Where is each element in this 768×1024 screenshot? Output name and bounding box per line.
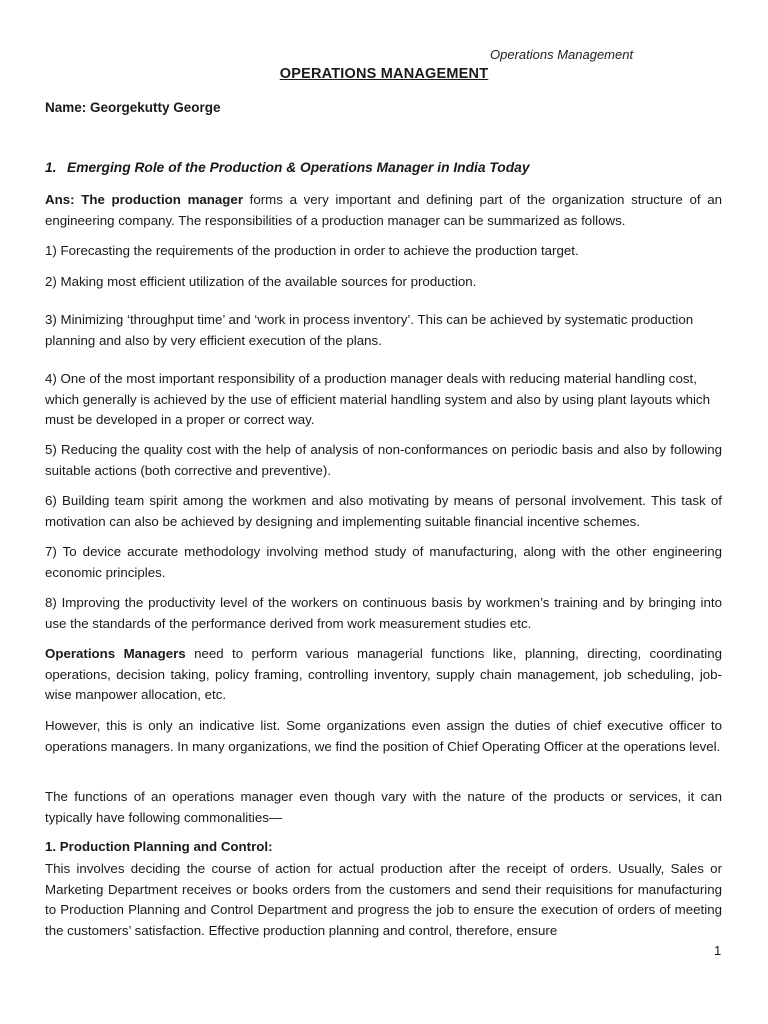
section-heading-production-planning: 1. Production Planning and Control:: [45, 839, 273, 854]
intro-rest: forms a very important and defining part of the organization structure of an engineering company. The responsibilities of a production manager can be summarized as follows.: [45, 192, 723, 228]
ops-managers-paragraph: [45, 644, 722, 706]
however-paragraph: However, this is only an indicative list. Some organizations even assign the duties of chief executive officer to operations managers. In many organizations, we find the position of Chief Operating Officer at the operations level.: [45, 718, 722, 754]
running-header: Operations Management: [490, 47, 634, 62]
intro-lead: Ans: The production manager: [45, 192, 244, 207]
question-number: 1.: [45, 160, 57, 175]
page-number: 1: [714, 943, 722, 958]
point-7: 7) To device accurate methodology involving method study of manufacturing, along with the other engineering economic principles.: [45, 544, 722, 580]
document-title: OPERATIONS MANAGEMENT: [279, 66, 489, 82]
ops-managers-lead: Operations Managers: [45, 646, 186, 661]
functions-paragraph: The functions of an operations manager even though vary with the nature of the products or services, it can typically have following commonalities—: [45, 789, 722, 825]
point-6: 6) Building team spirit among the workmen and also motivating by means of personal involvement. This task of motivation can also be achieved by designing and implementing suitable financial incentive schemes.: [45, 493, 722, 529]
point-2: 2) Making most efficient utilization of the available sources for production.: [45, 274, 477, 289]
question-heading: [45, 160, 530, 175]
author-name: Name: Georgekutty George: [45, 100, 221, 115]
point-4: 4) One of the most important responsibility of a production manager deals with reducing material handling cost, which generally is achieved by the use of efficient material handling system and also by using plant layouts which must be developed in a proper or correct way.: [45, 371, 710, 428]
ops-managers-rest: need to perform various managerial functions like, planning, directing, coordinating operations, decision taking, policy framing, controlling inventory, supply chain management, job scheduling, job-wise manpower allocation, etc.: [45, 646, 722, 703]
point-5: 5) Reducing the quality cost with the help of analysis of non-conformances on periodic basis and also by following suitable actions (both corrective and preventive).: [45, 442, 722, 478]
section-body-production-planning: This involves deciding the course of action for actual production after the receipt of orders. Usually, Sales or Marketing Department receives or books orders from the customers and send their requisitions for manufacturing to Production Planning and Control Department and progress the job to ensure the execution of orders of meeting the customers’ satisfaction. Effective production planning and control, therefore, ensure: [45, 861, 722, 938]
intro-paragraph: [45, 190, 722, 231]
point-8: 8) Improving the productivity level of the workers on continuous basis by workmen’s training and by bringing into use the standards of the performance derived from work measurement studies etc.: [45, 595, 722, 631]
point-3: 3) Minimizing ‘throughput time’ and ‘work in process inventory’. This can be achieved by systematic production planning and also by very efficient execution of the plans.: [45, 312, 694, 348]
point-1: 1) Forecasting the requirements of the production in order to achieve the production target.: [45, 243, 579, 258]
question-text: Emerging Role of the Production & Operations Manager in India Today: [67, 160, 530, 175]
